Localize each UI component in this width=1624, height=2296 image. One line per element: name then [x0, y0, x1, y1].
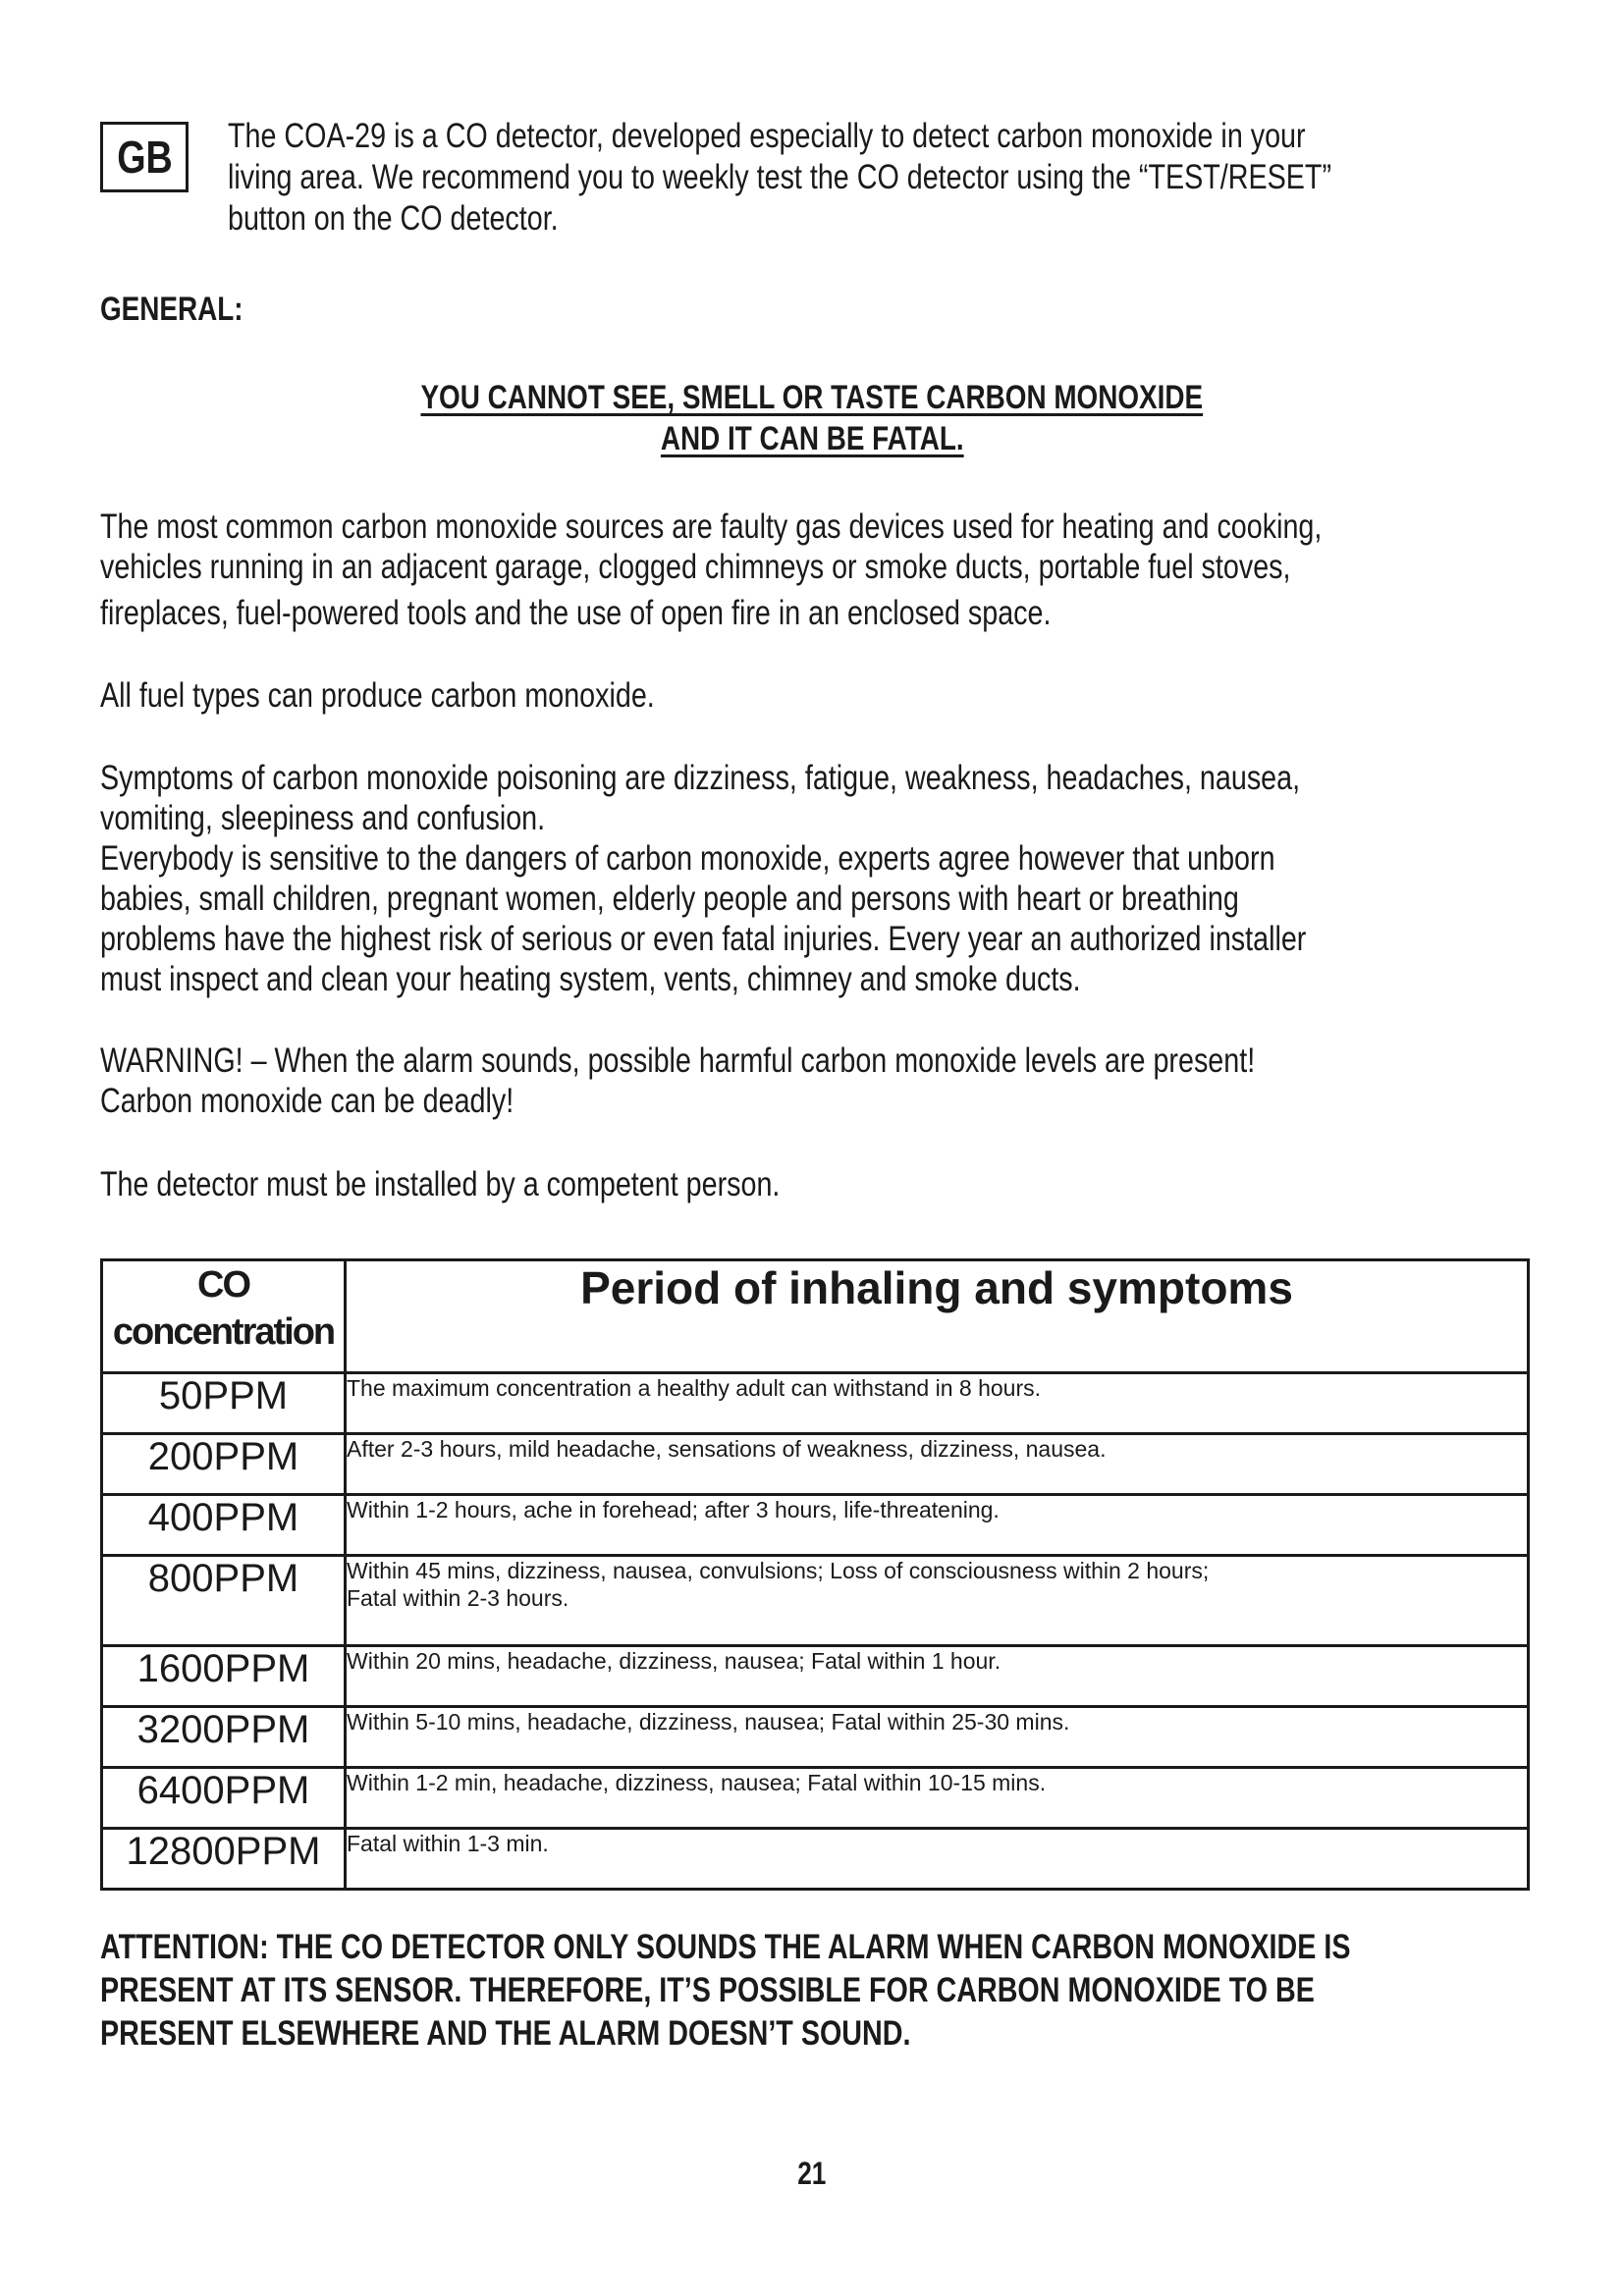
- ppm-cell: 800PPM: [102, 1556, 346, 1646]
- warning-line: Carbon monoxide can be deadly!: [100, 1082, 514, 1120]
- table-row: [102, 1434, 1529, 1495]
- symptoms-paragraph: [100, 758, 1624, 999]
- install-paragraph: [100, 1164, 1624, 1204]
- warning-line: WARNING! – When the alarm sounds, possible harmful carbon monoxide levels are present!: [100, 1041, 1256, 1080]
- table-row: [102, 1646, 1529, 1707]
- intro-line: living area. We recommend you to weekly test the CO detector using the “TEST/RESET”: [228, 158, 1332, 196]
- table-row: [102, 1707, 1529, 1768]
- language-badge: [100, 122, 189, 192]
- intro-line: The COA-29 is a CO detector, developed especially to detect carbon monoxide in your: [228, 117, 1306, 155]
- attention-line: PRESENT AT ITS SENSOR. THEREFORE, IT’S POSSIBLE FOR CARBON MONOXIDE TO BE: [100, 1971, 1315, 2009]
- table-row: [102, 1829, 1529, 1890]
- sources-paragraph: [100, 507, 1624, 633]
- symptoms-line: vomiting, sleepiness and confusion.: [100, 799, 546, 837]
- ppm-cell: 12800PPM: [102, 1829, 346, 1890]
- install-line: The detector must be installed by a competent person.: [100, 1165, 781, 1203]
- ppm-cell: 50PPM: [102, 1373, 346, 1434]
- sources-line: vehicles running in an adjacent garage, clogged chimneys or smoke ducts, portable fuel stoves,: [100, 548, 1291, 586]
- table-row: [102, 1768, 1529, 1829]
- fuel-line: All fuel types can produce carbon monoxide.: [100, 676, 655, 715]
- symptom-cell: The maximum concentration a healthy adult can withstand in 8 hours.: [346, 1373, 1529, 1434]
- ppm-cell: 200PPM: [102, 1434, 346, 1495]
- sources-line: The most common carbon monoxide sources are faulty gas devices used for heating and cooking,: [100, 507, 1323, 546]
- table-row: [102, 1373, 1529, 1434]
- warning-title-line1: YOU CANNOT SEE, SMELL OR TASTE CARBON MONOXIDE: [420, 379, 1204, 416]
- ppm-cell: 6400PPM: [102, 1768, 346, 1829]
- page-number: 21: [797, 2156, 827, 2191]
- symptom-cell: Within 1-2 hours, ache in forehead; after 3 hours, life-threatening.: [346, 1495, 1529, 1556]
- warning-title-line2: AND IT CAN BE FATAL.: [660, 420, 964, 457]
- symptoms-line: problems have the highest risk of serious or even fatal injuries. Every year an authorized installer: [100, 920, 1307, 958]
- attention-notice: [100, 1926, 1624, 2056]
- symptoms-line: Everybody is sensitive to the dangers of carbon monoxide, experts agree however that unborn: [100, 839, 1275, 878]
- symptom-line: Within 45 mins, dizziness, nausea, convulsions; Loss of consciousness within 2 hours;: [347, 1558, 1210, 1583]
- symptoms-line: babies, small children, pregnant women, elderly people and persons with heart or breathing: [100, 880, 1239, 918]
- ppm-cell: 1600PPM: [102, 1646, 346, 1707]
- symptoms-line: must inspect and clean your heating system, vents, chimney and smoke ducts.: [100, 960, 1081, 998]
- ppm-cell: 3200PPM: [102, 1707, 346, 1768]
- symptom-cell: Fatal within 1-3 min.: [346, 1829, 1529, 1890]
- ppm-cell: 400PPM: [102, 1495, 346, 1556]
- header-co-concentration: CO concentration: [102, 1260, 346, 1373]
- intro-line: button on the CO detector.: [228, 199, 559, 238]
- general-heading: GENERAL:: [100, 291, 244, 328]
- symptom-line: Fatal within 2-3 hours.: [347, 1585, 569, 1611]
- symptom-cell: Within 5-10 mins, headache, dizziness, nausea; Fatal within 25-30 mins.: [346, 1707, 1529, 1768]
- fuel-paragraph: [100, 675, 1624, 716]
- attention-line: ATTENTION: THE CO DETECTOR ONLY SOUNDS THE ALARM WHEN CARBON MONOXIDE IS: [100, 1928, 1351, 1966]
- symptoms-line: Symptoms of carbon monoxide poisoning are dizziness, fatigue, weakness, headaches, nausea,: [100, 759, 1301, 797]
- warning-paragraph: [100, 1041, 1624, 1121]
- attention-line: PRESENT ELSEWHERE AND THE ALARM DOESN’T SOUND.: [100, 2014, 911, 2053]
- symptom-cell: Within 1-2 min, headache, dizziness, nausea; Fatal within 10-15 mins.: [346, 1768, 1529, 1829]
- table-row: [102, 1556, 1529, 1646]
- header-period-symptoms: Period of inhaling and symptoms: [346, 1260, 1529, 1373]
- language-badge-label: GB: [116, 132, 173, 183]
- table-header-row: [102, 1260, 1529, 1373]
- symptom-cell: [346, 1556, 1529, 1646]
- symptom-cell: Within 20 mins, headache, dizziness, nausea; Fatal within 1 hour.: [346, 1646, 1529, 1707]
- co-concentration-table: [100, 1258, 1530, 1891]
- table-row: [102, 1495, 1529, 1556]
- symptom-cell: After 2-3 hours, mild headache, sensations of weakness, dizziness, nausea.: [346, 1434, 1529, 1495]
- sources-line: fireplaces, fuel-powered tools and the use of open fire in an enclosed space.: [100, 594, 1052, 632]
- intro-paragraph: [228, 116, 1624, 240]
